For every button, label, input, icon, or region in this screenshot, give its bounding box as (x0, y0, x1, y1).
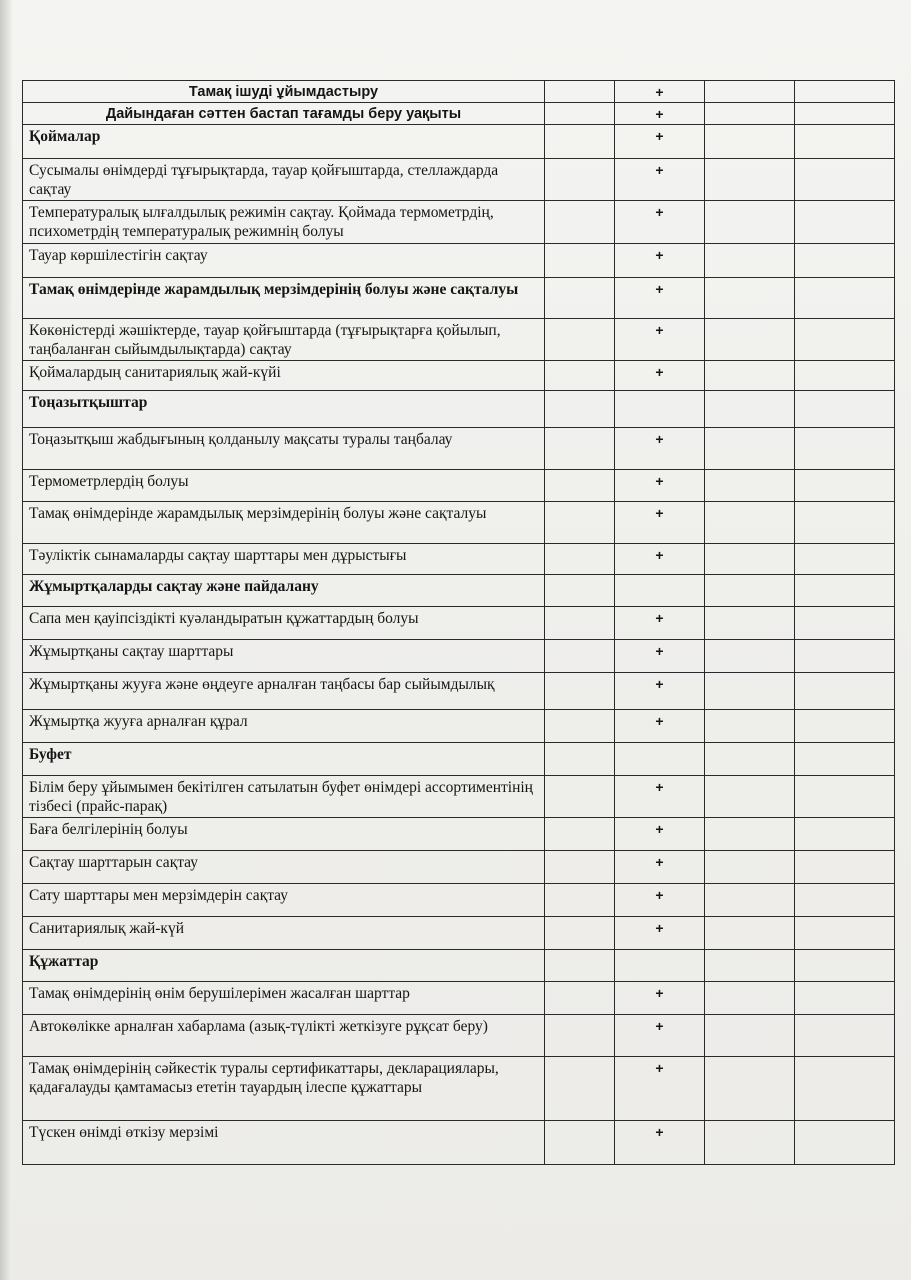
compliance-mark: + (615, 159, 705, 201)
row-label: Термометрлердің болуы (23, 470, 545, 502)
compliance-mark (615, 950, 705, 982)
compliance-mark (615, 391, 705, 428)
table-row (23, 361, 895, 391)
compliance-mark: + (615, 470, 705, 502)
empty-cell (795, 818, 895, 851)
compliance-mark: + (615, 81, 705, 103)
empty-cell (795, 743, 895, 776)
empty-cell (545, 428, 615, 470)
compliance-mark (615, 575, 705, 607)
row-label: Жұмыртқаларды сақтау және пайдалану (23, 575, 545, 607)
empty-cell (795, 391, 895, 428)
empty-cell (795, 278, 895, 319)
table-row (23, 103, 895, 125)
empty-cell (545, 743, 615, 776)
compliance-mark: + (615, 502, 705, 544)
compliance-mark: + (615, 1121, 705, 1165)
empty-cell (795, 575, 895, 607)
table-row (23, 818, 895, 851)
row-label: Қоймалар (23, 125, 545, 159)
empty-cell (705, 982, 795, 1015)
compliance-mark: + (615, 125, 705, 159)
empty-cell (545, 159, 615, 201)
row-label: Жұмыртқаны сақтау шарттары (23, 640, 545, 673)
empty-cell (545, 950, 615, 982)
checklist-body (23, 81, 895, 1165)
compliance-mark: + (615, 884, 705, 917)
page-edge-shadow (0, 0, 12, 1280)
empty-cell (795, 1015, 895, 1057)
compliance-mark: + (615, 640, 705, 673)
compliance-mark: + (615, 361, 705, 391)
row-label: Сусымалы өнімдерді тұғырықтарда, тауар қойғыштарда, стеллаждарда сақтау (23, 159, 545, 201)
table-row (23, 1057, 895, 1121)
row-label: Автокөлікке арналған хабарлама (азық-түлікті жеткізуге рұқсат беру) (23, 1015, 545, 1057)
table-row (23, 640, 895, 673)
empty-cell (795, 776, 895, 818)
empty-cell (545, 982, 615, 1015)
empty-cell (705, 81, 795, 103)
empty-cell (795, 982, 895, 1015)
row-label: Құжаттар (23, 950, 545, 982)
empty-cell (705, 391, 795, 428)
compliance-mark: + (615, 319, 705, 361)
row-label: Түскен өнімді өткізу мерзімі (23, 1121, 545, 1165)
row-label: Көкөністерді жәшіктерде, тауар қойғыштарда (тұғырықтарға қойылып, таңбаланған сыйымдылықтарда) сақтау (23, 319, 545, 361)
empty-cell (795, 917, 895, 950)
row-label: Тоңазытқыш жабдығының қолданылу мақсаты туралы таңбалау (23, 428, 545, 470)
empty-cell (545, 502, 615, 544)
empty-cell (545, 673, 615, 710)
empty-cell (705, 278, 795, 319)
empty-cell (705, 1057, 795, 1121)
empty-cell (705, 1121, 795, 1165)
empty-cell (545, 470, 615, 502)
table-row (23, 673, 895, 710)
compliance-mark: + (615, 544, 705, 575)
table-row (23, 159, 895, 201)
table-row (23, 917, 895, 950)
checklist-table (22, 80, 895, 1165)
empty-cell (795, 607, 895, 640)
empty-cell (795, 319, 895, 361)
empty-cell (705, 607, 795, 640)
empty-cell (705, 673, 795, 710)
section-row (23, 391, 895, 428)
row-label: Қоймалардың санитариялық жай-күйі (23, 361, 545, 391)
section-row (23, 743, 895, 776)
compliance-mark: + (615, 818, 705, 851)
table-row (23, 470, 895, 502)
empty-cell (545, 201, 615, 244)
empty-cell (545, 361, 615, 391)
table-row (23, 884, 895, 917)
compliance-mark: + (615, 710, 705, 743)
empty-cell (705, 884, 795, 917)
empty-cell (795, 103, 895, 125)
table-row (23, 544, 895, 575)
compliance-mark: + (615, 428, 705, 470)
empty-cell (545, 81, 615, 103)
empty-cell (705, 1015, 795, 1057)
row-label: Буфет (23, 743, 545, 776)
compliance-mark: + (615, 103, 705, 125)
row-label: Сату шарттары мен мерзімдерін сақтау (23, 884, 545, 917)
empty-cell (545, 575, 615, 607)
row-label: Жұмыртқа жууға арналған құрал (23, 710, 545, 743)
empty-cell (705, 470, 795, 502)
compliance-mark: + (615, 982, 705, 1015)
empty-cell (705, 743, 795, 776)
empty-cell (545, 319, 615, 361)
empty-cell (795, 81, 895, 103)
empty-cell (705, 319, 795, 361)
empty-cell (705, 640, 795, 673)
compliance-mark: + (615, 607, 705, 640)
empty-cell (545, 818, 615, 851)
row-label: Тоңазытқыштар (23, 391, 545, 428)
empty-cell (705, 103, 795, 125)
section-row (23, 950, 895, 982)
row-label: Тамақ ішуді ұйымдастыру (23, 81, 545, 103)
row-label: Тамақ өнімдерінде жарамдылық мерзімдерінің болуы және сақталуы (23, 278, 545, 319)
table-row (23, 607, 895, 640)
row-label: Дайындаған сәттен бастап тағамды беру уақыты (23, 103, 545, 125)
row-label: Тәуліктік сынамаларды сақтау шарттары мен дұрыстығы (23, 544, 545, 575)
empty-cell (795, 361, 895, 391)
compliance-mark: + (615, 201, 705, 244)
section-row (23, 125, 895, 159)
empty-cell (545, 125, 615, 159)
table-row (23, 502, 895, 544)
empty-cell (705, 428, 795, 470)
empty-cell (705, 361, 795, 391)
row-label: Санитариялық жай-күй (23, 917, 545, 950)
empty-cell (795, 640, 895, 673)
empty-cell (705, 125, 795, 159)
table-row (23, 982, 895, 1015)
table-row (23, 851, 895, 884)
empty-cell (795, 1121, 895, 1165)
row-label: Тамақ өнімдерінің өнім берушілерімен жасалған шарттар (23, 982, 545, 1015)
table-row (23, 81, 895, 103)
empty-cell (795, 950, 895, 982)
table-row (23, 319, 895, 361)
empty-cell (545, 1057, 615, 1121)
empty-cell (795, 428, 895, 470)
empty-cell (545, 391, 615, 428)
empty-cell (705, 917, 795, 950)
empty-cell (795, 884, 895, 917)
empty-cell (705, 502, 795, 544)
compliance-mark: + (615, 1057, 705, 1121)
row-label: Жұмыртқаны жууға және өңдеуге арналған таңбасы бар сыйымдылық (23, 673, 545, 710)
table-row (23, 244, 895, 278)
empty-cell (705, 950, 795, 982)
compliance-mark: + (615, 1015, 705, 1057)
row-label: Баға белгілерінің болуы (23, 818, 545, 851)
empty-cell (545, 851, 615, 884)
empty-cell (545, 884, 615, 917)
empty-cell (545, 917, 615, 950)
empty-cell (795, 1057, 895, 1121)
empty-cell (705, 544, 795, 575)
empty-cell (545, 278, 615, 319)
empty-cell (545, 710, 615, 743)
compliance-mark: + (615, 278, 705, 319)
empty-cell (795, 710, 895, 743)
empty-cell (795, 244, 895, 278)
table-row (23, 201, 895, 244)
compliance-mark: + (615, 244, 705, 278)
compliance-mark: + (615, 917, 705, 950)
empty-cell (795, 544, 895, 575)
table-row (23, 1015, 895, 1057)
empty-cell (795, 125, 895, 159)
empty-cell (545, 640, 615, 673)
empty-cell (705, 244, 795, 278)
empty-cell (545, 544, 615, 575)
row-label: Тамақ өнімдерінде жарамдылық мерзімдерінің болуы және сақталуы (23, 502, 545, 544)
empty-cell (795, 201, 895, 244)
empty-cell (545, 103, 615, 125)
row-label: Білім беру ұйымымен бекітілген сатылатын буфет өнімдері ассортиментінің тізбесі (прайс-парақ) (23, 776, 545, 818)
compliance-mark: + (615, 673, 705, 710)
empty-cell (545, 607, 615, 640)
empty-cell (795, 159, 895, 201)
empty-cell (545, 776, 615, 818)
compliance-mark: + (615, 776, 705, 818)
row-label: Тауар көршілестігін сақтау (23, 244, 545, 278)
empty-cell (795, 470, 895, 502)
compliance-mark (615, 743, 705, 776)
empty-cell (705, 776, 795, 818)
row-label: Сапа мен қауіпсіздікті куәландыратын құжаттардың болуы (23, 607, 545, 640)
empty-cell (705, 201, 795, 244)
compliance-mark: + (615, 851, 705, 884)
empty-cell (705, 575, 795, 607)
empty-cell (545, 244, 615, 278)
table-row (23, 1121, 895, 1165)
empty-cell (545, 1121, 615, 1165)
table-row (23, 428, 895, 470)
row-label: Температуралық ылғалдылық режимін сақтау. Қоймада термометрдің, психометрдің температуралық режимнің болуы (23, 201, 545, 244)
empty-cell (705, 159, 795, 201)
empty-cell (705, 851, 795, 884)
empty-cell (705, 818, 795, 851)
empty-cell (795, 502, 895, 544)
row-label: Тамақ өнімдерінің сәйкестік туралы сертификаттары, декларациялары, қадағалауды қамтамасыз ететін тауардың ілеспе құжаттары (23, 1057, 545, 1121)
section-row (23, 575, 895, 607)
empty-cell (705, 710, 795, 743)
empty-cell (545, 1015, 615, 1057)
table-row (23, 776, 895, 818)
empty-cell (795, 673, 895, 710)
table-row (23, 710, 895, 743)
empty-cell (795, 851, 895, 884)
row-label: Сақтау шарттарын сақтау (23, 851, 545, 884)
section-row (23, 278, 895, 319)
